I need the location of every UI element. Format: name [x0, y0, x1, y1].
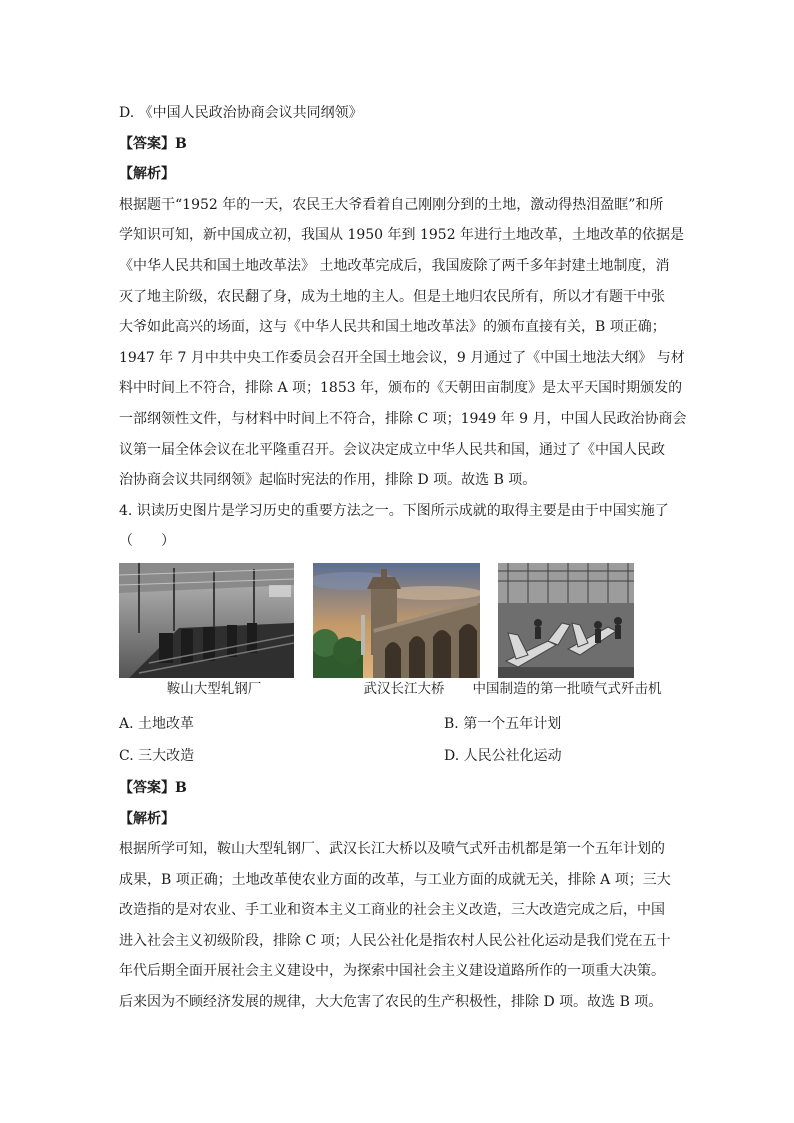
q4-analysis-line: 进入社会主义初级阶段，排除 C 项；人民公社化是指农村人民公社化运动是我们党在五十	[119, 932, 671, 949]
page-content	[119, 98, 687, 1018]
wuhan-bridge-photo	[313, 563, 480, 678]
q4-analysis-line: 后来因为不顾经济发展的规律，大大危害了农民的生产积极性，排除 D 项。故选 B 项。	[119, 994, 663, 1011]
q3-analysis-title: 【解析】	[119, 166, 175, 183]
q4-photo-row	[119, 563, 679, 703]
q3-analysis-line: 一部纲领性文件，与材料中时间上不符合，排除 C 项；1949 年 9 月，中国人民政治协商会	[119, 410, 687, 427]
q3-option-d: D. 《中国人民政治协商会议共同纲领》	[119, 105, 363, 121]
q3-analysis-line: 灭了地主阶级，农民翻了身，成为土地的主人。但是土地归农民所有，所以才有题干中张	[119, 288, 665, 305]
q3-analysis-line: 议第一届全体会议在北平隆重召开。会议决定成立中华人民共和国，通过了《中国人民政	[119, 441, 665, 458]
q3-analysis-line: 治协商会议共同纲领》起临时宪法的作用，排除 D 项。故选 B 项。	[119, 472, 537, 489]
q4-option-d: D. 人民公社化运动	[444, 747, 562, 764]
q4-answer: 【答案】B	[119, 779, 187, 796]
q3-answer: 【答案】B	[119, 135, 187, 152]
q4-option-a: A. 土地改革	[119, 715, 195, 732]
q3-analysis-line: 大爷如此高兴的场面，这与《中华人民共和国土地改革法》的颁布直接有关，B 项正确；	[119, 319, 666, 336]
q4-caption-steel-mill: 鞍山大型轧钢厂	[166, 680, 262, 697]
q3-analysis-line: 学知识可知，新中国成立初，我国从 1950 年到 1952 年进行土地改革，土地改革的依据是	[119, 227, 685, 244]
q4-analysis-line: 年代后期全面开展社会主义建设中，为探索中国社会主义建设道路所作的一项重大决策。	[119, 963, 665, 980]
q4-options	[119, 709, 679, 773]
q4-analysis-line: 成果，B 项正确；土地改革使农业方面的改革，与工业方面的成就无关，排除 A 项；三大	[119, 871, 671, 888]
q4-option-c: C. 三大改造	[119, 747, 195, 764]
q3-analysis-line: 根据题干“1952 年的一天，农民王大爷看着自己刚刚分到的土地，激动得热泪盈眶”和所	[119, 196, 664, 213]
q4-caption-jet-fighter: 中国制造的第一批喷气式歼击机	[472, 680, 662, 697]
q4-analysis-title: 【解析】	[119, 810, 175, 827]
q4-analysis-line: 根据所学可知，鞍山大型轧钢厂、武汉长江大桥以及喷气式歼击机都是第一个五年计划的	[119, 841, 665, 858]
jet-fighter-photo	[498, 563, 634, 678]
q4-option-b: B. 第一个五年计划	[444, 715, 562, 732]
q3-analysis-line: 1947 年 7 月中共中央工作委员会召开全国土地会议，9 月通过了《中国土地法大纲》 与材	[119, 349, 685, 366]
q4-analysis-line: 改造指的是对农业、手工业和资本主义工商业的社会主义改造，三大改造完成之后，中国	[119, 902, 665, 919]
q3-analysis-line: 《中华人民共和国土地改革法》 土地改革完成后，我国废除了两千多年封建土地制度，消	[119, 257, 670, 274]
steel-mill-photo	[119, 563, 294, 678]
q4-stem: 4. 识读历史图片是学习历史的重要方法之一。下图所示成就的取得主要是由于中国实施了	[119, 502, 669, 519]
q4-stem-bracket: （ ）	[119, 533, 175, 550]
q4-caption-bridge: 武汉长江大桥	[363, 680, 445, 697]
q3-analysis-line: 料中时间上不符合，排除 A 项；1853 年，颁布的《天朝田亩制度》是太平天国时期颁发的	[119, 380, 683, 397]
